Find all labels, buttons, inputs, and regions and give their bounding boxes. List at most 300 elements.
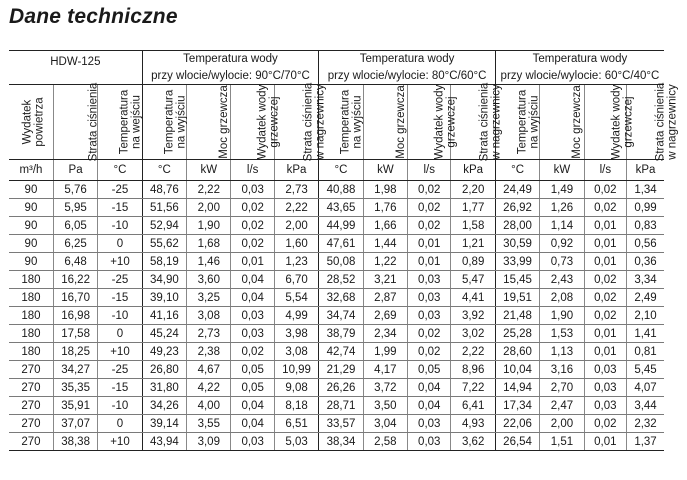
table-cell: 1,14 (540, 217, 584, 235)
table-cell: 2,20 (451, 181, 495, 199)
table-cell: 3,08 (187, 307, 231, 325)
header-line-1: Strata ciśnienia (478, 82, 491, 162)
table-cell: 4,22 (187, 379, 231, 397)
unit-cell: l/s (584, 160, 626, 181)
table-cell: 22,06 (495, 415, 539, 433)
table-cell: 1,90 (187, 217, 231, 235)
header-line-2: w nagrzewnicy (490, 84, 503, 160)
table-cell: 0,02 (584, 199, 626, 217)
column-header-label (433, 85, 457, 160)
header-line-2: w nagrzewnicy (666, 84, 679, 160)
header-line-1: Temperatura (516, 89, 529, 155)
table-cell: 38,38 (53, 433, 97, 451)
table-cell: 0,03 (408, 289, 451, 307)
table-cell: 3,09 (187, 433, 231, 451)
table-row (9, 271, 664, 289)
table-cell: 4,93 (451, 415, 495, 433)
table-cell: 3,55 (187, 415, 231, 433)
unit-cell: kW (363, 160, 407, 181)
table-cell: 0 (98, 415, 142, 433)
table-cell: 26,26 (319, 379, 363, 397)
table-cell: 0,05 (231, 361, 274, 379)
table-cell: 0,01 (408, 253, 451, 271)
header-line-2: grzewczej (622, 96, 634, 148)
table-cell: 1,44 (363, 235, 407, 253)
table-cell: 0,02 (231, 343, 274, 361)
table-cell: 10,99 (274, 361, 318, 379)
header-line-1: Temperatura (339, 89, 352, 155)
table-cell: 1,21 (451, 235, 495, 253)
table-cell: 1,26 (540, 199, 584, 217)
unit-cell: kPa (627, 160, 664, 181)
header-line-1: Wydatek wody (610, 84, 622, 160)
group-condition: przy wlocie/wylocie: 80°C/60°C (319, 67, 496, 85)
table-cell: 2,00 (274, 217, 318, 235)
table-cell: 0,05 (231, 379, 274, 397)
header-line-2: na wyjściu (528, 95, 541, 149)
table-cell: 3,98 (274, 325, 318, 343)
column-header (540, 85, 584, 160)
table-row (9, 415, 664, 433)
table-cell: 41,16 (142, 307, 186, 325)
table-cell: 2,58 (363, 433, 407, 451)
table-cell: -15 (98, 379, 142, 397)
table-cell: 270 (9, 361, 53, 379)
table-cell: 0,04 (231, 289, 274, 307)
table-cell: -15 (98, 289, 142, 307)
column-header-label (257, 85, 281, 160)
table-cell: 32,68 (319, 289, 363, 307)
table-cell: 37,07 (53, 415, 97, 433)
table-cell: 1,22 (363, 253, 407, 271)
column-header-label (87, 83, 99, 162)
table-cell: 28,71 (319, 397, 363, 415)
table-cell: 6,41 (451, 397, 495, 415)
table-cell: 3,21 (363, 271, 407, 289)
table-cell: 0,02 (584, 415, 626, 433)
header-line-1: Strata ciśnienia (654, 82, 667, 162)
table-cell: 0,02 (408, 181, 451, 199)
table-cell: 6,48 (53, 253, 97, 271)
unit-cell: m³/h (9, 160, 53, 181)
column-header (231, 84, 281, 160)
table-cell: 5,95 (53, 199, 97, 217)
table-cell: 0,02 (408, 217, 451, 235)
table-row (9, 397, 664, 415)
table-cell: 40,88 (319, 181, 363, 199)
table-row (9, 343, 664, 361)
table-cell: 0,99 (627, 199, 664, 217)
table-cell: 1,49 (540, 181, 584, 199)
table-cell: 58,19 (142, 253, 186, 271)
column-header (408, 84, 458, 160)
table-row (9, 307, 664, 325)
header-line-1: Moc grzewcza (217, 85, 230, 159)
table-cell: 42,74 (319, 343, 363, 361)
header-line-1: Wydatek wody (256, 84, 269, 160)
table-cell: 34,74 (319, 307, 363, 325)
table-cell: 1,53 (540, 325, 584, 343)
table-cell: 34,90 (142, 271, 186, 289)
table-cell: 15,45 (495, 271, 539, 289)
table-cell: 1,66 (363, 217, 407, 235)
table-cell: 0,03 (584, 397, 626, 415)
table-cell: 1,60 (274, 235, 318, 253)
unit-cell: °C (495, 160, 539, 181)
unit-cell: °C (319, 160, 363, 181)
table-cell: 47,61 (319, 235, 363, 253)
table-cell: 2,22 (451, 343, 495, 361)
table-cell: 1,37 (627, 433, 664, 451)
table-cell: 10,04 (495, 361, 539, 379)
table-cell: 35,91 (53, 397, 97, 415)
table-cell: 1,99 (363, 343, 407, 361)
table-cell: 0,36 (627, 253, 664, 271)
table-cell: 2,38 (187, 343, 231, 361)
table-cell: 0,04 (231, 397, 274, 415)
table-cell: 28,52 (319, 271, 363, 289)
table-cell: 43,94 (142, 433, 186, 451)
table-cell: 1,76 (363, 199, 407, 217)
table-cell: 2,69 (363, 307, 407, 325)
table-cell: 1,23 (274, 253, 318, 271)
column-header (98, 85, 142, 160)
table-cell: 26,54 (495, 433, 539, 451)
column-header (451, 82, 503, 162)
table-cell: +10 (98, 343, 142, 361)
table-cell: 270 (9, 379, 53, 397)
header-line-2: na wyjściu (174, 95, 187, 149)
group-title: Temperatura wody (142, 51, 319, 68)
table-cell: +10 (98, 433, 142, 451)
header-line-2: na wejściu (130, 95, 143, 149)
table-row (9, 181, 664, 199)
table-cell: 33,57 (319, 415, 363, 433)
table-cell: 0 (98, 325, 142, 343)
table-cell: 28,00 (495, 217, 539, 235)
page-title: Dane techniczne (9, 5, 178, 28)
column-header-label (218, 85, 230, 159)
table-cell: 180 (9, 271, 53, 289)
table-cell: 2,70 (540, 379, 584, 397)
table-cell: 1,34 (627, 181, 664, 199)
unit-cell: kPa (274, 160, 318, 181)
table-cell: 2,87 (363, 289, 407, 307)
column-header-label (302, 83, 326, 162)
table-cell: 25,28 (495, 325, 539, 343)
table-cell: 35,35 (53, 379, 97, 397)
header-line-2: grzewczej (445, 96, 458, 148)
table-row (9, 379, 664, 397)
table-cell: 38,79 (319, 325, 363, 343)
column-header-label (119, 90, 143, 155)
table-row (9, 235, 664, 253)
table-cell: 4,17 (363, 361, 407, 379)
table-cell: 90 (9, 217, 53, 235)
table-cell: 0,03 (408, 271, 451, 289)
header-line-2: grzewczej (268, 96, 281, 148)
table-cell: 0,03 (584, 361, 626, 379)
table-cell: -10 (98, 307, 142, 325)
column-header-label (22, 97, 46, 146)
table-cell: 0,02 (584, 289, 626, 307)
table-cell: 28,60 (495, 343, 539, 361)
table-cell: 0,56 (627, 235, 664, 253)
column-header (187, 85, 231, 160)
table-cell: 2,43 (540, 271, 584, 289)
column-header-label (479, 83, 503, 162)
table-cell: 4,99 (274, 307, 318, 325)
table-cell: 1,98 (363, 181, 407, 199)
table-cell: 0 (98, 235, 142, 253)
table-cell: 34,27 (53, 361, 97, 379)
column-header (53, 82, 100, 162)
table-cell: 180 (9, 325, 53, 343)
table-cell: 0,03 (231, 433, 274, 451)
table-cell: 0,03 (231, 307, 274, 325)
table-cell: 180 (9, 343, 53, 361)
table-cell: -10 (98, 397, 142, 415)
table-cell: 26,92 (495, 199, 539, 217)
table-cell: 4,67 (187, 361, 231, 379)
table-cell: 16,22 (53, 271, 97, 289)
table-cell: 0,04 (408, 397, 451, 415)
table-cell: 6,70 (274, 271, 318, 289)
unit-cell: kW (540, 160, 584, 181)
column-header-label (163, 90, 187, 155)
table-cell: 31,80 (142, 379, 186, 397)
header-line-1: Strata ciśnienia (302, 82, 315, 162)
table-cell: 48,76 (142, 181, 186, 199)
table-cell: 3,34 (627, 271, 664, 289)
table-cell: 5,47 (451, 271, 495, 289)
table-cell: 1,77 (451, 199, 495, 217)
table-cell: 19,51 (495, 289, 539, 307)
table-cell: 0,02 (584, 307, 626, 325)
table-cell: 16,70 (53, 289, 97, 307)
table-cell: -15 (98, 199, 142, 217)
header-line-1: Wydatek wody (433, 84, 446, 160)
table-cell: 3,16 (540, 361, 584, 379)
table-cell: 51,56 (142, 199, 186, 217)
table-cell: 2,22 (187, 181, 231, 199)
column-header-label (516, 90, 540, 155)
table-cell: 1,68 (187, 235, 231, 253)
table-cell: 24,49 (495, 181, 539, 199)
table-cell: 17,58 (53, 325, 97, 343)
table-cell: 0,02 (231, 235, 274, 253)
table-cell: 0,01 (584, 235, 626, 253)
table-cell: 18,25 (53, 343, 97, 361)
table-cell: 2,34 (363, 325, 407, 343)
table-cell: 2,00 (540, 415, 584, 433)
table-cell: 0,01 (584, 433, 626, 451)
table-cell: 26,80 (142, 361, 186, 379)
table-cell: 2,22 (274, 199, 318, 217)
table-cell: 34,26 (142, 397, 186, 415)
table-cell: 0,02 (231, 217, 274, 235)
table-cell: 5,03 (274, 433, 318, 451)
table-cell: 3,62 (451, 433, 495, 451)
unit-cell: kPa (451, 160, 495, 181)
table-cell: 16,98 (53, 307, 97, 325)
table-body (9, 181, 664, 451)
table-row (9, 325, 664, 343)
model-name: HDW-125 (9, 51, 142, 85)
table-cell: 1,58 (451, 217, 495, 235)
table-cell: 180 (9, 307, 53, 325)
column-header (9, 85, 53, 160)
table-cell: 21,29 (319, 361, 363, 379)
table-cell: 0,03 (408, 415, 451, 433)
table-cell: 270 (9, 397, 53, 415)
table-cell: 1,13 (540, 343, 584, 361)
table-cell: 1,90 (540, 307, 584, 325)
header-line-1: Moc grzewcza (571, 85, 584, 159)
table-cell: 5,76 (53, 181, 97, 199)
column-header-label (571, 85, 583, 159)
table-cell: 0,02 (231, 199, 274, 217)
group-title: Temperatura wody (319, 51, 496, 68)
table-cell: 0,89 (451, 253, 495, 271)
table-cell: 3,72 (363, 379, 407, 397)
table-cell: 7,22 (451, 379, 495, 397)
table-cell: 45,24 (142, 325, 186, 343)
column-header (142, 85, 186, 160)
table-row (9, 199, 664, 217)
header-line-2: na wyjściu (351, 95, 364, 149)
unit-cell: l/s (408, 160, 451, 181)
table-row (9, 433, 664, 451)
table-cell: 0,02 (408, 325, 451, 343)
header-line-1: Wydatek (21, 99, 34, 145)
table-cell: 1,41 (627, 325, 664, 343)
table-cell: 17,34 (495, 397, 539, 415)
table-cell: 4,00 (187, 397, 231, 415)
table-cell: 2,00 (187, 199, 231, 217)
column-header-label (394, 85, 406, 159)
table-cell: 6,25 (53, 235, 97, 253)
table-cell: 1,51 (540, 433, 584, 451)
table-cell: 39,14 (142, 415, 186, 433)
table-cell: 8,18 (274, 397, 318, 415)
table-cell: 90 (9, 199, 53, 217)
table-cell: 0,05 (408, 361, 451, 379)
table-cell: 0,73 (540, 253, 584, 271)
table-cell: 8,96 (451, 361, 495, 379)
table-cell: 0,02 (584, 271, 626, 289)
table-cell: 6,51 (274, 415, 318, 433)
table-cell: 2,47 (540, 397, 584, 415)
table-cell: 0,01 (231, 253, 274, 271)
group-title: Temperatura wody (495, 51, 664, 68)
table-cell: +10 (98, 253, 142, 271)
table-cell: 0,03 (231, 181, 274, 199)
table-cell: 3,92 (451, 307, 495, 325)
table-cell: 30,59 (495, 235, 539, 253)
table-cell: 0,92 (540, 235, 584, 253)
table-cell: 180 (9, 289, 53, 307)
table-cell: 0,01 (408, 235, 451, 253)
table-cell: 2,32 (627, 415, 664, 433)
table-cell: 9,08 (274, 379, 318, 397)
table-cell: 38,34 (319, 433, 363, 451)
table-cell: 39,10 (142, 289, 186, 307)
table-cell: 0,81 (627, 343, 664, 361)
table-cell: 2,73 (274, 181, 318, 199)
column-header (584, 84, 634, 160)
table-cell: 0,04 (231, 271, 274, 289)
column-header-label (654, 83, 678, 162)
unit-cell: kW (187, 160, 231, 181)
table-cell: 270 (9, 415, 53, 433)
table-cell: 3,04 (363, 415, 407, 433)
table-cell: 3,60 (187, 271, 231, 289)
table-cell: 14,94 (495, 379, 539, 397)
table-cell: 0,01 (584, 343, 626, 361)
table-cell: 3,44 (627, 397, 664, 415)
table-cell: 3,08 (274, 343, 318, 361)
table-cell: 55,62 (142, 235, 186, 253)
table-cell: 33,99 (495, 253, 539, 271)
table-cell: 2,10 (627, 307, 664, 325)
header-line-2: powietrza (33, 97, 46, 147)
table-cell: 270 (9, 433, 53, 451)
unit-cell: l/s (231, 160, 274, 181)
table-cell: -25 (98, 361, 142, 379)
table-row (9, 289, 664, 307)
table-cell: 4,41 (451, 289, 495, 307)
table-cell: 0,02 (408, 199, 451, 217)
table-cell: 0,02 (408, 343, 451, 361)
table-cell: 0,03 (408, 433, 451, 451)
table-cell: 6,05 (53, 217, 97, 235)
table-cell: 90 (9, 235, 53, 253)
column-header-label (340, 90, 364, 155)
table-cell: 4,07 (627, 379, 664, 397)
header-line-1: Strata ciśnienia (87, 82, 100, 162)
header-line-1: Temperatura (162, 89, 175, 155)
column-names-row (9, 85, 664, 160)
group-condition: przy wlocie/wylocie: 60°C/40°C (495, 67, 664, 85)
technical-data-table (9, 50, 679, 451)
table-cell: 90 (9, 253, 53, 271)
table-cell: 3,50 (363, 397, 407, 415)
table-cell: 0,01 (584, 217, 626, 235)
table-cell: -25 (98, 271, 142, 289)
table-cell: 52,94 (142, 217, 186, 235)
table-row (9, 217, 664, 235)
column-header (274, 82, 327, 162)
table-cell: 3,02 (451, 325, 495, 343)
table-cell: 0,03 (408, 307, 451, 325)
table-cell: 0,03 (231, 325, 274, 343)
table-cell: 5,45 (627, 361, 664, 379)
table-cell: 1,46 (187, 253, 231, 271)
table-cell: 0,01 (584, 253, 626, 271)
table-cell: 0,03 (584, 379, 626, 397)
units-row (9, 160, 664, 181)
table-cell: 3,25 (187, 289, 231, 307)
header-line-1: Moc grzewcza (394, 85, 407, 159)
column-header-label (610, 85, 634, 160)
header-line-2: w nagrzewnicy (314, 84, 327, 160)
table-cell: 50,08 (319, 253, 363, 271)
table-cell: 44,99 (319, 217, 363, 235)
table-cell: 0,04 (231, 415, 274, 433)
table-row (9, 253, 664, 271)
table-cell: -10 (98, 217, 142, 235)
